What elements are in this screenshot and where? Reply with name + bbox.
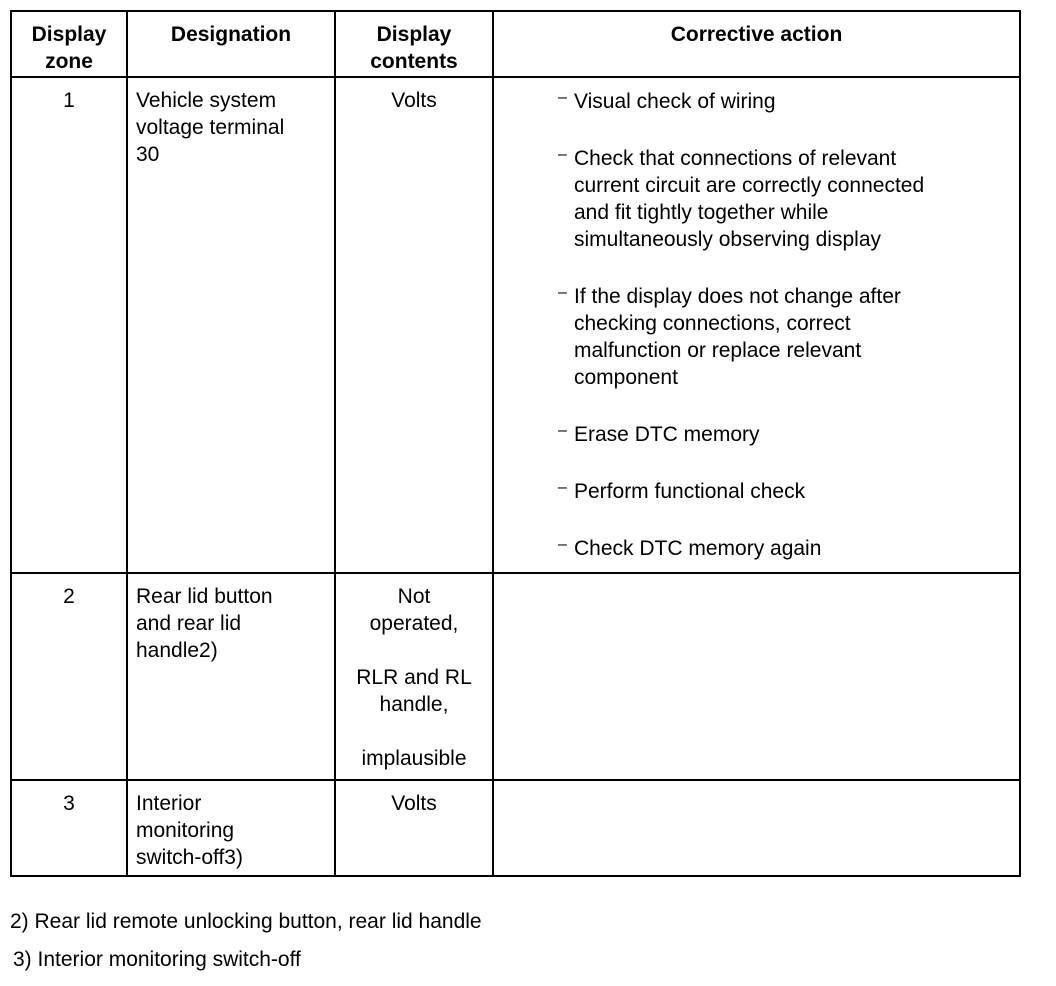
table-row bbox=[11, 780, 1020, 876]
list-item: – Check that connections of relevant current circuit are correctly connected and fit tightly together while simultaneously observing display bbox=[556, 145, 1019, 253]
contents-cell bbox=[335, 573, 493, 780]
corrective-action-cell bbox=[493, 77, 1020, 573]
diagnostic-table bbox=[10, 10, 1021, 877]
list-item: – Erase DTC memory bbox=[556, 421, 1019, 448]
contents-block: implausible bbox=[361, 747, 467, 770]
table-row bbox=[11, 573, 1020, 780]
footnote-3: 3) Interior monitoring switch-off bbox=[13, 948, 301, 971]
contents-block: RLR and RL handle, bbox=[356, 666, 472, 716]
list-item: – Perform functional check bbox=[556, 478, 1019, 505]
designation-cell: Vehicle system voltage terminal 30 bbox=[127, 77, 335, 573]
table-header-row bbox=[11, 11, 1020, 77]
zone-cell: 1 bbox=[11, 77, 127, 573]
contents-cell: Volts bbox=[335, 77, 493, 573]
corrective-action-cell bbox=[493, 573, 1020, 780]
dash-bullet: – bbox=[558, 284, 567, 301]
dash-bullet: – bbox=[558, 536, 567, 553]
dash-bullet: – bbox=[558, 146, 567, 163]
corrective-action-cell bbox=[493, 780, 1020, 876]
list-item: – Visual check of wiring bbox=[556, 88, 1019, 115]
designation-cell: Interior monitoring switch-off3) bbox=[127, 780, 335, 876]
header-display-contents: Display contents bbox=[335, 11, 493, 77]
zone-cell: 2 bbox=[11, 573, 127, 780]
dash-bullet: – bbox=[558, 89, 567, 106]
dash-bullet: – bbox=[558, 422, 567, 439]
list-item: – If the display does not change after checking connections, correct malfunction or replace relevant component bbox=[556, 283, 1019, 391]
contents-cell: Volts bbox=[335, 780, 493, 876]
dash-bullet: – bbox=[558, 479, 567, 496]
action-list bbox=[494, 78, 1019, 562]
table-row bbox=[11, 77, 1020, 573]
designation-cell: Rear lid button and rear lid handle2) bbox=[127, 573, 335, 780]
zone-cell: 3 bbox=[11, 780, 127, 876]
footnote-2: 2) Rear lid remote unlocking button, rear lid handle bbox=[10, 910, 482, 933]
contents-block: Not operated, bbox=[369, 585, 459, 635]
header-corrective-action: Corrective action bbox=[493, 11, 1020, 77]
list-item: – Check DTC memory again bbox=[556, 535, 1019, 562]
header-designation: Designation bbox=[127, 11, 335, 77]
header-display-zone: Display zone bbox=[11, 11, 127, 77]
